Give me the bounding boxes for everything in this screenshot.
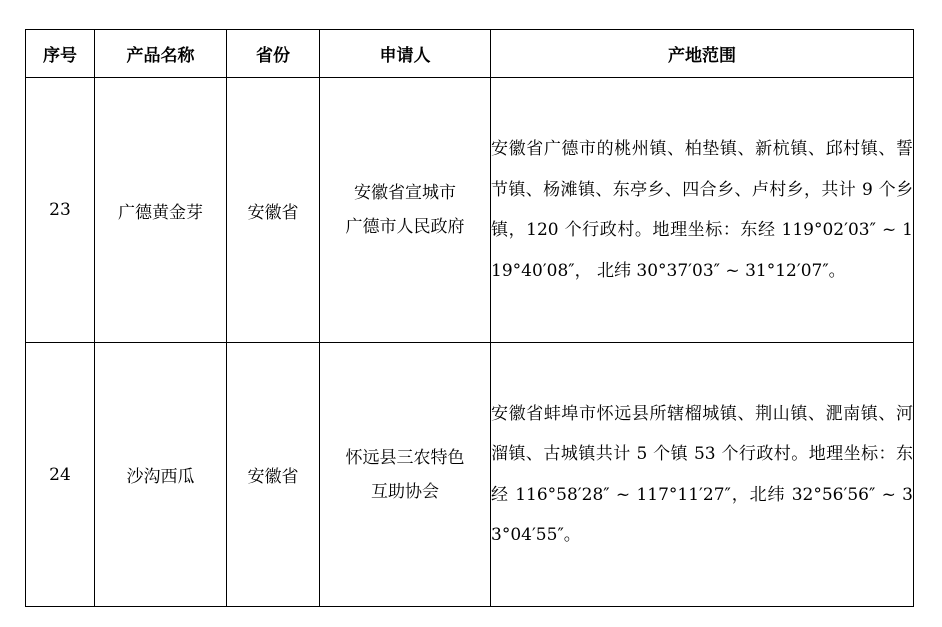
applicant-line: 安徽省宣城市 xyxy=(354,183,456,203)
applicant-line: 广德市人民政府 xyxy=(345,217,465,237)
product-name: 广德黄金芽 xyxy=(95,78,227,343)
header-row xyxy=(26,30,914,78)
header-applicant: 申请人 xyxy=(320,30,491,78)
origin-scope: 安徽省广德市的桃州镇、柏垫镇、新杭镇、邱村镇、誓节镇、杨滩镇、东亭乡、四合乡、卢村乡，共计 9 个乡镇，120 个行政村。地理坐标：东经 119°02′03″ ~ 119°40′08″， 北纬 30°37′03″ ~ 31°12′07″。 xyxy=(491,78,914,343)
province: 安徽省 xyxy=(227,78,320,343)
header-province: 省份 xyxy=(227,30,320,78)
applicant xyxy=(320,78,491,343)
applicant xyxy=(320,343,491,607)
applicant-line: 互助协会 xyxy=(371,481,439,502)
row-index: 24 xyxy=(26,343,95,607)
header-index: 序号 xyxy=(26,30,95,78)
table-row xyxy=(26,343,914,607)
applicant-line: 怀远县三农特色 xyxy=(345,447,465,468)
table-row xyxy=(26,78,914,343)
origin-scope: 安徽省蚌埠市怀远县所辖榴城镇、荆山镇、淝南镇、河溜镇、古城镇共计 5 个镇 53 个行政村。地理坐标：东经 116°58′28″ ~ 117°11′27″，北纬 32°56′56″ ~ 33°04′55″。 xyxy=(491,343,914,607)
province: 安徽省 xyxy=(227,343,320,607)
header-product-name: 产品名称 xyxy=(95,30,227,78)
product-name: 沙沟西瓜 xyxy=(95,343,227,607)
row-index: 23 xyxy=(26,78,95,343)
header-origin-scope: 产地范围 xyxy=(491,30,914,78)
product-origin-table xyxy=(25,29,914,607)
